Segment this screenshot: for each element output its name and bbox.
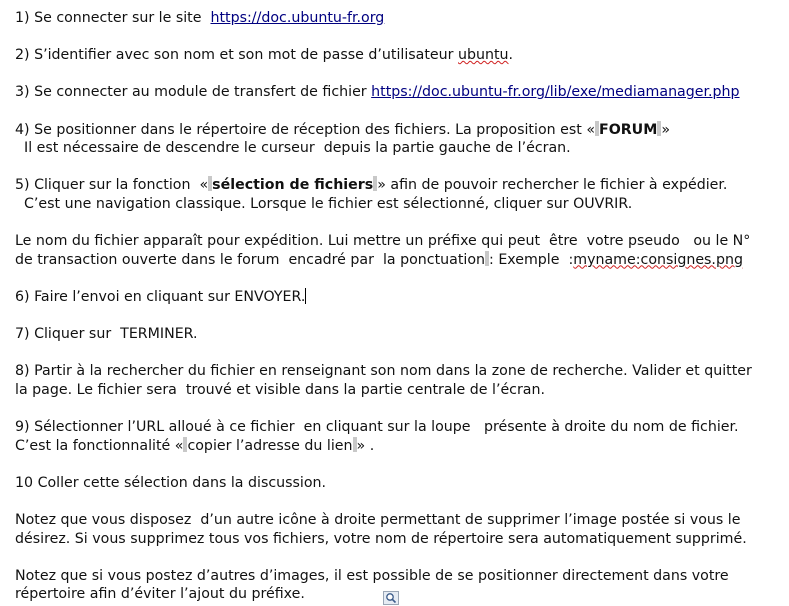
step-5	[15, 176, 785, 195]
document-body	[15, 9, 785, 604]
step-2	[15, 46, 785, 65]
step-6	[15, 288, 785, 307]
step-4	[15, 121, 785, 140]
step-9-line2	[15, 437, 785, 456]
step-2-end: .	[508, 47, 514, 64]
step-6-text: 6) Faire l’envoi en cliquant sur ENVOYER.	[15, 288, 306, 305]
step-5-rest: » afin de pouvoir rechercher le fichier à expédier.	[377, 177, 728, 194]
step-3	[15, 83, 785, 102]
step-1-text: 1) Se connecter sur le site	[15, 10, 211, 26]
step-9-text: C’est la fonctionnalité «	[15, 437, 184, 454]
ubuntu-doc-link[interactable]: https://doc.ubuntu-fr.org	[210, 10, 385, 26]
step-9-line1: 9) Sélectionner l’URL alloué à ce fichier en cliquant sur la loupe présente à droite du nom de fichier.	[15, 419, 739, 436]
step-7: 7) Cliquer sur TERMINER.	[15, 326, 198, 343]
step-4-line2: Il est nécessaire de descendre le curseur depuis la partie gauche de l’écran.	[15, 140, 571, 157]
step-10: 10 Coller cette sélection dans la discussion.	[15, 474, 327, 491]
step-4-bold: FORUM	[599, 121, 658, 138]
note-3-line1: Notez que si vous postez d’autres d’images, il est possible de se positionner directement dans votre	[15, 567, 729, 584]
step-5-bold: sélection de fichiers	[212, 177, 374, 194]
note-1-line1: Le nom du fichier apparaît pour expédition. Lui mettre un préfixe qui peut être votre pseudo ou le N°	[15, 233, 751, 250]
step-9-feature: copier l’adresse du lien	[187, 437, 353, 454]
note-2-line1: Notez que vous disposez d’un autre icône à droite permettant de supprimer l’image postée si vous le	[15, 512, 741, 529]
note-1-text: de transaction ouverte dans le forum encadré par la ponctuation	[15, 251, 486, 268]
step-9-close: » .	[356, 437, 375, 454]
step-8-line2: la page. Le fichier sera trouvé et visible dans la partie centrale de l’écran.	[15, 381, 546, 398]
step-4-close: »	[661, 121, 671, 138]
step-3-text: 3) Se connecter au module de transfert de fichier	[15, 84, 372, 101]
step-5-line2: C’est une navigation classique. Lorsque le fichier est sélectionné, cliquer sur OUVRIR.	[15, 195, 633, 212]
note-3-line2: répertoire afin d’éviter l’ajout du préfixe.	[15, 586, 305, 603]
example-filename: myname:consignes.png	[573, 251, 743, 268]
note-2-line2: désirez. Si vous supprimez tous vos fichiers, votre nom de répertoire sera automatiquement supprimé.	[15, 530, 747, 547]
magnifier-image-icon[interactable]	[383, 591, 399, 605]
step-4-text: 4) Se positionner dans le répertoire de réception des fichiers. La proposition est «	[15, 121, 595, 138]
note-1-example: : Exemple :	[489, 251, 574, 268]
step-1	[15, 9, 785, 28]
step-2-text: 2) S’identifier avec son nom et son mot de passe d’utilisateur	[15, 47, 458, 64]
note-1-line2	[15, 251, 785, 270]
misspelled-word: ubuntu	[458, 47, 509, 64]
text-cursor	[305, 288, 306, 304]
step-8-line1: 8) Partir à la rechercher du fichier en renseignant son nom dans la zone de recherche. Valider et quitter	[15, 363, 752, 380]
mediamanager-link[interactable]: https://doc.ubuntu-fr.org/lib/exe/mediamanager.php	[371, 84, 740, 101]
step-5-text: 5) Cliquer sur la fonction «	[15, 177, 209, 194]
